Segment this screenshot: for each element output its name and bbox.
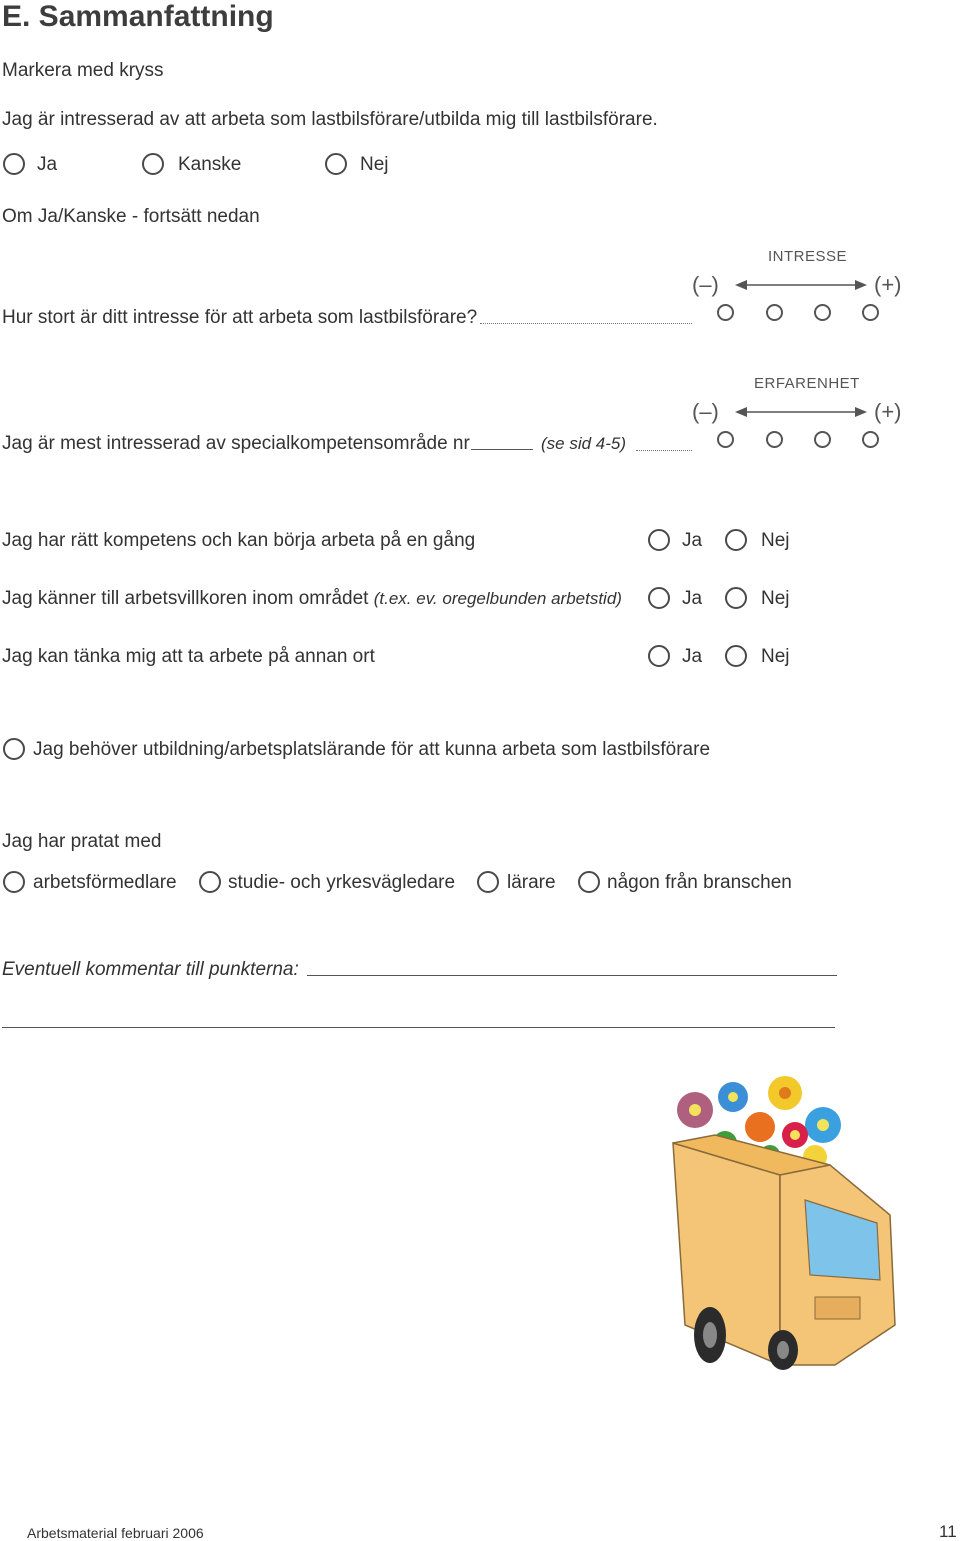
q1-ja-label: Ja [37, 154, 58, 175]
talked-arbetsformedlare-label: arbetsförmedlare [33, 872, 177, 893]
experience-minus: (–) [692, 399, 719, 424]
comment-line-2[interactable] [2, 1027, 835, 1028]
row-conditions-note: (t.ex. ev. oregelbunden arbetstid) [373, 589, 622, 608]
q1-kanske-radio[interactable] [142, 153, 164, 175]
q1-kanske-label: Kanske [178, 154, 242, 175]
flower-truck-illustration-icon [655, 1065, 905, 1370]
interest-plus: (+) [874, 272, 902, 297]
interest-leader-dots [480, 323, 692, 324]
question-interest-text: Jag är intresserad av att arbeta som lastbilsförare/utbilda mig till lastbilsförare. [2, 109, 658, 130]
row-relocate-nej-label: Nej [761, 646, 790, 667]
interest-scale-arrow-icon [735, 278, 867, 292]
talked-label: Jag har pratat med [2, 831, 162, 852]
talked-branschen-label: någon från branschen [607, 872, 792, 893]
talked-branschen-radio[interactable] [578, 871, 600, 893]
continue-text: Om Ja/Kanske - fortsätt nedan [2, 206, 260, 227]
need-training-radio[interactable] [3, 738, 25, 760]
experience-scale-arrow-icon [735, 405, 867, 419]
row-relocate-ja-label: Ja [682, 646, 703, 667]
talked-syv-radio[interactable] [199, 871, 221, 893]
row-competence-ja-radio[interactable] [648, 529, 670, 551]
row-conditions-ja-radio[interactable] [648, 587, 670, 609]
footer-text: Arbetsmaterial februari 2006 [27, 1525, 204, 1541]
row-relocate-ja-radio[interactable] [648, 645, 670, 667]
row-competence-nej-radio[interactable] [725, 529, 747, 551]
row-conditions-main: Jag känner till arbetsvillkoren inom området [2, 588, 369, 609]
comment-label: Eventuell kommentar till punkterna: [2, 959, 299, 980]
row-conditions-text [2, 588, 622, 610]
row-conditions-nej-radio[interactable] [725, 587, 747, 609]
interest-radio-4[interactable] [862, 304, 879, 321]
row-competence-nej-label: Nej [761, 530, 790, 551]
comment-line-1[interactable] [307, 975, 837, 976]
instruction-text: Markera med kryss [2, 60, 164, 81]
area-number-field[interactable] [471, 449, 533, 450]
experience-leader-dots [636, 450, 692, 451]
experience-plus: (+) [874, 399, 902, 424]
talked-larare-label: lärare [507, 872, 556, 893]
page-number: 11 [939, 1522, 957, 1541]
talked-larare-radio[interactable] [477, 871, 499, 893]
interest-minus: (–) [692, 272, 719, 297]
experience-radio-4[interactable] [862, 431, 879, 448]
q1-ja-radio[interactable] [3, 153, 25, 175]
interest-question: Hur stort är ditt intresse för att arbeta som lastbilsförare? [2, 307, 478, 328]
row-competence-ja-label: Ja [682, 530, 703, 551]
row-relocate-text: Jag kan tänka mig att ta arbete på annan ort [2, 646, 375, 667]
interest-scale-label: INTRESSE [768, 248, 848, 265]
need-training-text: Jag behöver utbildning/arbetsplatslärande för att kunna arbeta som lastbilsförare [33, 739, 711, 760]
experience-scale-label: ERFARENHET [754, 375, 860, 392]
row-conditions-ja-label: Ja [682, 588, 703, 609]
row-conditions-nej-label: Nej [761, 588, 790, 609]
q1-nej-label: Nej [360, 154, 389, 175]
talked-arbetsformedlare-radio[interactable] [3, 871, 25, 893]
experience-radio-3[interactable] [814, 431, 831, 448]
row-competence-text: Jag har rätt kompetens och kan börja arbeta på en gång [2, 530, 476, 551]
page-title: E. Sammanfattning [2, 0, 274, 33]
experience-question: Jag är mest intresserad av specialkompetensområde nr [2, 433, 470, 454]
experience-note: (se sid 4-5) [541, 434, 627, 453]
experience-radio-2[interactable] [766, 431, 783, 448]
interest-radio-1[interactable] [717, 304, 734, 321]
experience-radio-1[interactable] [717, 431, 734, 448]
q1-nej-radio[interactable] [325, 153, 347, 175]
interest-radio-3[interactable] [814, 304, 831, 321]
talked-syv-label: studie- och yrkesvägledare [228, 872, 456, 893]
row-relocate-nej-radio[interactable] [725, 645, 747, 667]
interest-radio-2[interactable] [766, 304, 783, 321]
